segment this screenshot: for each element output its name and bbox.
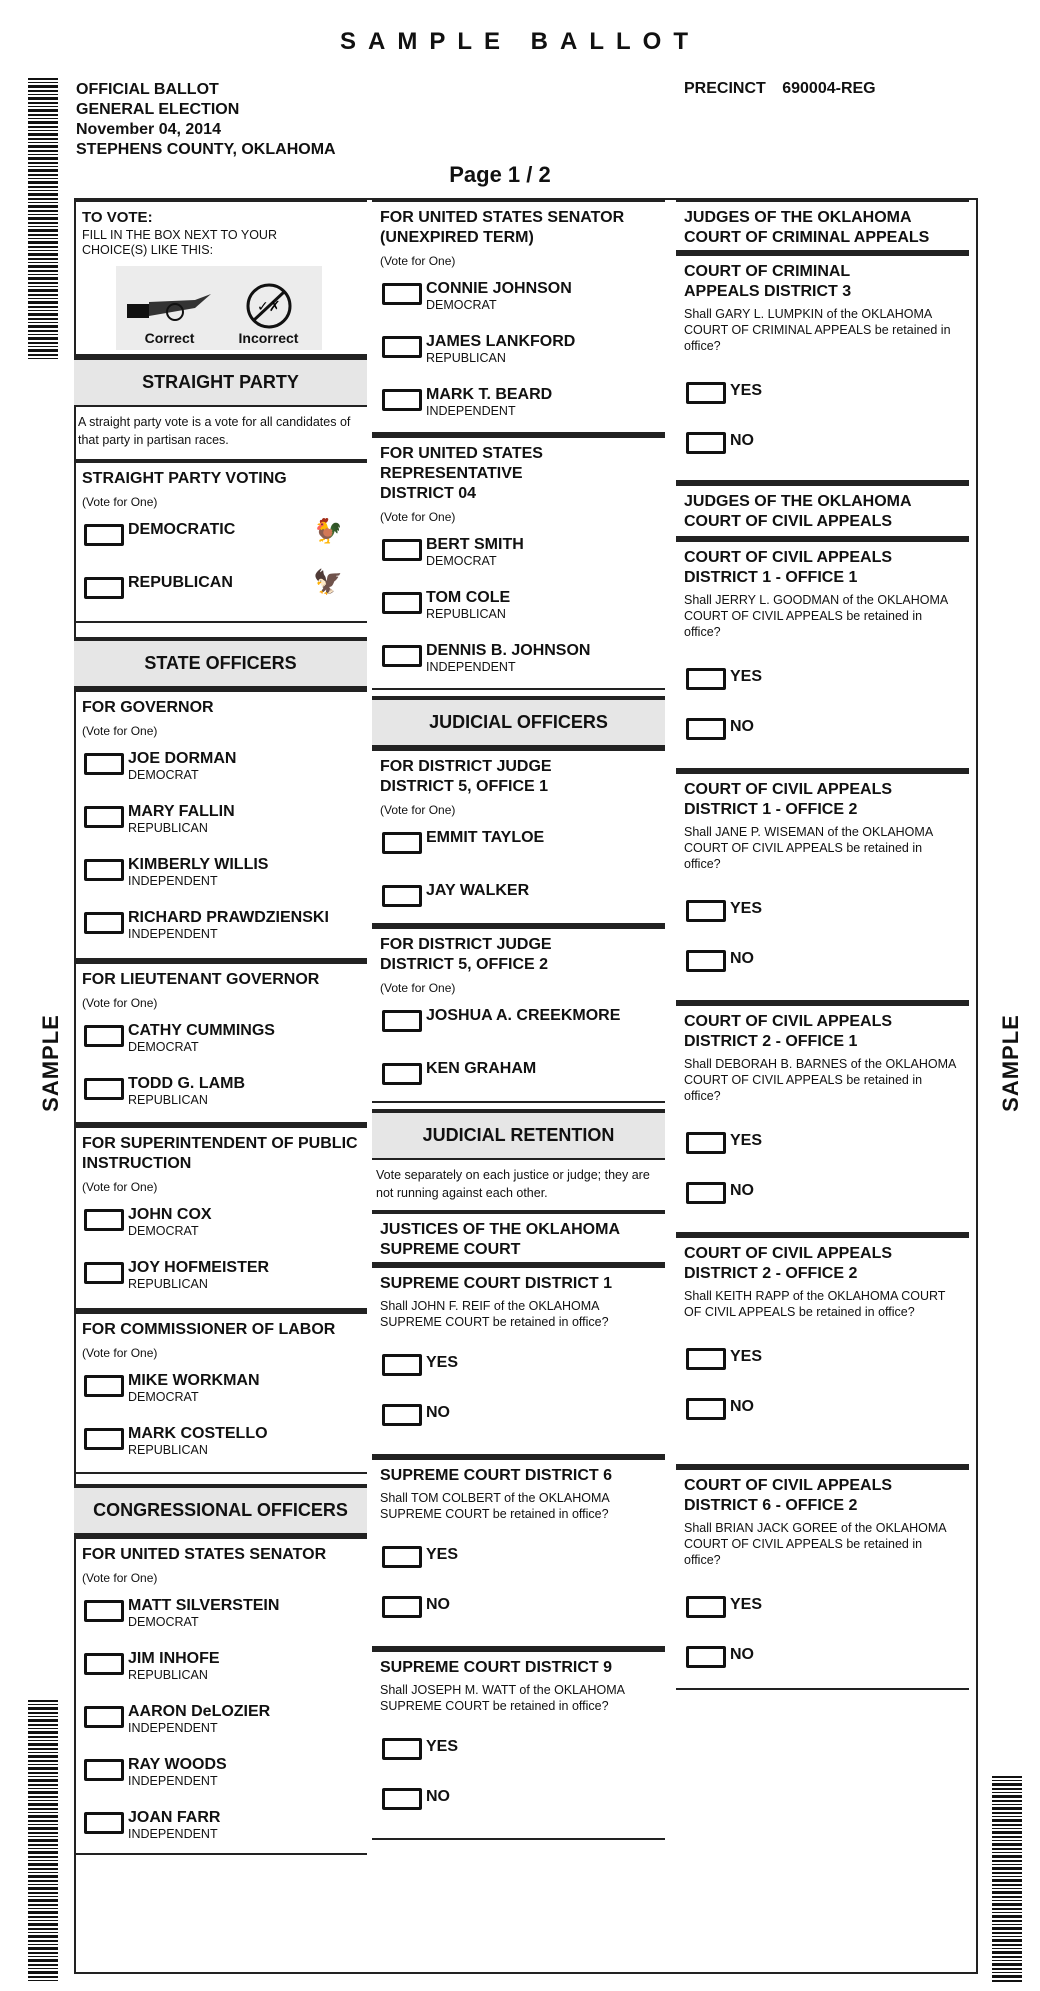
vote-checkbox[interactable] bbox=[382, 283, 422, 305]
incorrect-mark-icon bbox=[244, 282, 294, 330]
ballot-title: SAMPLE BALLOT bbox=[340, 28, 700, 55]
candidate[interactable]: TODD G. LAMB REPUBLICAN bbox=[82, 1063, 359, 1116]
candidate[interactable]: EMMIT TAYLOE bbox=[380, 817, 657, 870]
retention-criminal-appeals-3: COURT OF CRIMINAL APPEALS DISTRICT 3 Shall GARY L. LUMPKIN of the OKLAHOMA COURT OF CRIMINAL APPEALS be retained in office? YES NO bbox=[676, 252, 969, 482]
justices-supreme-court-heading: JUSTICES OF THE OKLAHOMA SUPREME COURT bbox=[372, 1210, 665, 1264]
yes-option[interactable]: YES bbox=[380, 1340, 657, 1390]
candidate[interactable]: RICHARD PRAWDZIENSKI INDEPENDENT bbox=[82, 897, 359, 950]
candidate[interactable]: MARK T. BEARD INDEPENDENT bbox=[380, 374, 657, 427]
vote-checkbox[interactable] bbox=[382, 336, 422, 358]
retention-supreme-court-1: SUPREME COURT DISTRICT 1 Shall JOHN F. REIF of the OKLAHOMA SUPREME COURT be retained in office? YES NO bbox=[372, 1264, 665, 1456]
vote-checkbox[interactable] bbox=[84, 1706, 124, 1728]
candidate[interactable]: JOAN FARR INDEPENDENT bbox=[82, 1797, 359, 1850]
yes-option[interactable]: YES bbox=[380, 1532, 657, 1582]
vote-checkbox[interactable] bbox=[84, 1262, 124, 1284]
vote-checkbox[interactable] bbox=[686, 1182, 726, 1204]
race-lieutenant-governor: FOR LIEUTENANT GOVERNOR (Vote for One) CATHY CUMMINGS DEMOCRAT TODD G. LAMB REPUBLICAN bbox=[74, 960, 367, 1124]
vote-checkbox[interactable] bbox=[686, 1132, 726, 1154]
candidate[interactable]: JOY HOFMEISTER REPUBLICAN bbox=[82, 1247, 359, 1300]
vote-checkbox[interactable] bbox=[686, 900, 726, 922]
no-option[interactable]: NO bbox=[684, 936, 961, 986]
no-option[interactable]: NO bbox=[380, 1582, 657, 1632]
candidate[interactable]: JOHN COX DEMOCRAT bbox=[82, 1194, 359, 1247]
vote-checkbox[interactable] bbox=[686, 1348, 726, 1370]
race-superintendent: FOR SUPERINTENDENT OF PUBLIC INSTRUCTION (Vote for One) JOHN COX DEMOCRAT JOY HOFMEISTER REPUBLICAN bbox=[74, 1124, 367, 1310]
precinct: PRECINCT 690004-REG bbox=[684, 80, 876, 97]
candidate[interactable]: DENNIS B. JOHNSON INDEPENDENT bbox=[380, 630, 657, 683]
vote-checkbox[interactable] bbox=[686, 668, 726, 690]
candidate[interactable]: CONNIE JOHNSON DEMOCRAT bbox=[380, 268, 657, 321]
voting-example: Correct ✓✗ Incorrect bbox=[116, 266, 322, 350]
party-option-republican[interactable]: REPUBLICAN 🦅 bbox=[82, 562, 359, 615]
vote-checkbox[interactable] bbox=[686, 432, 726, 454]
candidate[interactable]: JOSHUA A. CREEKMORE bbox=[380, 995, 657, 1048]
eagle-icon: 🦅 bbox=[313, 569, 343, 596]
vote-checkbox[interactable] bbox=[686, 718, 726, 740]
yes-option[interactable]: YES bbox=[684, 886, 961, 936]
vote-checkbox[interactable] bbox=[84, 1653, 124, 1675]
candidate[interactable]: MIKE WORKMAN DEMOCRAT bbox=[82, 1360, 359, 1413]
sample-right: SAMPLE bbox=[997, 1014, 1023, 1112]
svg-text:✓✗: ✓✗ bbox=[256, 299, 280, 315]
straight-party-voting-box: STRAIGHT PARTY VOTING (Vote for One) DEMOCRATIC 🐓 REPUBLICAN 🦅 bbox=[74, 459, 367, 623]
vote-checkbox[interactable] bbox=[382, 389, 422, 411]
candidate[interactable]: JOE DORMAN DEMOCRAT bbox=[82, 738, 359, 791]
vote-checkbox[interactable] bbox=[382, 832, 422, 854]
state-officers-section: STATE OFFICERS bbox=[74, 637, 367, 688]
straight-party-note: A straight party vote is a vote for all candidates of that party in partisan races. bbox=[78, 415, 351, 447]
yes-option[interactable]: YES bbox=[380, 1724, 657, 1774]
vote-checkbox[interactable] bbox=[84, 1759, 124, 1781]
vote-checkbox[interactable] bbox=[382, 885, 422, 907]
sample-left: SAMPLE bbox=[37, 1014, 63, 1112]
race-district-judge-office-1: FOR DISTRICT JUDGE DISTRICT 5, OFFICE 1 (Vote for One) EMMIT TAYLOE JAY WALKER bbox=[372, 747, 665, 925]
rooster-icon: 🐓 bbox=[313, 518, 343, 545]
candidate[interactable]: TOM COLE REPUBLICAN bbox=[380, 577, 657, 630]
party-option-democratic[interactable]: DEMOCRATIC 🐓 bbox=[82, 509, 359, 562]
retention-civil-appeals-1-1: COURT OF CIVIL APPEALS DISTRICT 1 - OFFICE 1 Shall JERRY L. GOODMAN of the OKLAHOMA COURT OF CIVIL APPEALS be retained in office? YES NO bbox=[676, 538, 969, 770]
candidate[interactable]: MARY FALLIN REPUBLICAN bbox=[82, 791, 359, 844]
column-2 bbox=[372, 198, 665, 1840]
candidate[interactable]: KEN GRAHAM bbox=[380, 1048, 657, 1101]
no-option[interactable]: NO bbox=[684, 1168, 961, 1218]
retention-supreme-court-9: SUPREME COURT DISTRICT 9 Shall JOSEPH M. WATT of the OKLAHOMA SUPREME COURT be retained in office? YES NO bbox=[372, 1648, 665, 1840]
judicial-officers-section: JUDICIAL OFFICERS bbox=[372, 696, 665, 747]
candidate[interactable]: RAY WOODS INDEPENDENT bbox=[82, 1744, 359, 1797]
vote-checkbox[interactable] bbox=[84, 806, 124, 828]
candidate[interactable]: CATHY CUMMINGS DEMOCRAT bbox=[82, 1010, 359, 1063]
vote-checkbox[interactable] bbox=[84, 1812, 124, 1834]
retention-supreme-court-6: SUPREME COURT DISTRICT 6 Shall TOM COLBERT of the OKLAHOMA SUPREME COURT be retained in office? YES NO bbox=[372, 1456, 665, 1648]
vote-checkbox[interactable] bbox=[382, 1063, 422, 1085]
vote-checkbox[interactable] bbox=[382, 1596, 422, 1618]
yes-option[interactable]: YES bbox=[684, 654, 961, 704]
candidate[interactable]: JAMES LANKFORD REPUBLICAN bbox=[380, 321, 657, 374]
vote-checkbox[interactable] bbox=[84, 859, 124, 881]
candidate[interactable]: JIM INHOFE REPUBLICAN bbox=[82, 1638, 359, 1691]
yes-option[interactable]: YES bbox=[684, 1582, 961, 1632]
column-1 bbox=[74, 198, 367, 1855]
vote-checkbox[interactable] bbox=[84, 753, 124, 775]
candidate[interactable]: BERT SMITH DEMOCRAT bbox=[380, 524, 657, 577]
vote-checkbox[interactable] bbox=[686, 1596, 726, 1618]
vote-checkbox[interactable] bbox=[382, 539, 422, 561]
vote-checkbox[interactable] bbox=[686, 1646, 726, 1668]
vote-checkbox[interactable] bbox=[382, 1354, 422, 1376]
vote-checkbox[interactable] bbox=[84, 1209, 124, 1231]
vote-checkbox[interactable] bbox=[382, 645, 422, 667]
retention-civil-appeals-2-1: COURT OF CIVIL APPEALS DISTRICT 2 - OFFICE 1 Shall DEBORAH B. BARNES of the OKLAHOMA COURT OF CIVIL APPEALS be retained in office? YES NO bbox=[676, 1002, 969, 1234]
no-option[interactable]: NO bbox=[684, 1384, 961, 1434]
barcode-top-left bbox=[28, 78, 58, 360]
vote-checkbox[interactable] bbox=[686, 382, 726, 404]
race-district-judge-office-2: FOR DISTRICT JUDGE DISTRICT 5, OFFICE 2 (Vote for One) JOSHUA A. CREEKMORE KEN GRAHAM bbox=[372, 925, 665, 1103]
ballot-header: OFFICIAL BALLOT GENERAL ELECTION November 04, 2014 STEPHENS COUNTY, OKLAHOMA bbox=[76, 81, 336, 158]
vote-checkbox[interactable] bbox=[84, 524, 124, 546]
congressional-officers-section: CONGRESSIONAL OFFICERS bbox=[74, 1484, 367, 1535]
vote-checkbox[interactable] bbox=[382, 1404, 422, 1426]
barcode-bottom-right bbox=[992, 1776, 1022, 1982]
no-option[interactable]: NO bbox=[684, 1632, 961, 1682]
race-us-senator-unexpired: FOR UNITED STATES SENATOR (UNEXPIRED TERM) (Vote for One) CONNIE JOHNSON DEMOCRAT JAMES LANKFORD REPUBLICAN MARK T. BEARD INDEPENDENT bbox=[372, 198, 665, 434]
race-us-representative: FOR UNITED STATES REPRESENTATIVE DISTRICT 04 (Vote for One) BERT SMITH DEMOCRAT TOM COLE REPUBLICAN DENNIS B. JOHNSON INDEPENDENT bbox=[372, 434, 665, 690]
vote-checkbox[interactable] bbox=[686, 950, 726, 972]
vote-checkbox[interactable] bbox=[382, 1010, 422, 1032]
vote-checkbox[interactable] bbox=[84, 1600, 124, 1622]
candidate[interactable]: MARK COSTELLO REPUBLICAN bbox=[82, 1413, 359, 1466]
vote-checkbox[interactable] bbox=[382, 1546, 422, 1568]
vote-checkbox[interactable] bbox=[84, 577, 124, 599]
retention-civil-appeals-6-2: COURT OF CIVIL APPEALS DISTRICT 6 - OFFICE 2 Shall BRIAN JACK GOREE of the OKLAHOMA COURT OF CIVIL APPEALS be retained in office? YES NO bbox=[676, 1466, 969, 1690]
race-governor: FOR GOVERNOR (Vote for One) JOE DORMAN DEMOCRAT MARY FALLIN REPUBLICAN KIMBERLY WILLIS INDEPENDENT RICHARD PRAWDZIENSKI INDEPENDENT bbox=[74, 688, 367, 960]
vote-checkbox[interactable] bbox=[382, 592, 422, 614]
retention-civil-appeals-2-2: COURT OF CIVIL APPEALS DISTRICT 2 - OFFICE 2 Shall KEITH RAPP of the OKLAHOMA COURT OF CIVIL APPEALS be retained in office? YES NO bbox=[676, 1234, 969, 1466]
column-3 bbox=[676, 198, 969, 1690]
vote-checkbox[interactable] bbox=[84, 1428, 124, 1450]
pen-icon bbox=[125, 290, 215, 330]
judicial-retention-section: JUDICIAL RETENTION bbox=[372, 1109, 665, 1160]
race-us-senator: FOR UNITED STATES SENATOR (Vote for One) MATT SILVERSTEIN DEMOCRAT JIM INHOFE REPUBLICAN AARON DeLOZIER INDEPENDENT RAY WOODS INDEPENDENT JOAN FARR INDEPENDENT bbox=[74, 1535, 367, 1855]
to-vote-box: TO VOTE: FILL IN THE BOX NEXT TO YOUR CHOICE(S) LIKE THIS: Correct ✓✗ Incorrect bbox=[74, 198, 367, 356]
page-number: Page 1 / 2 bbox=[449, 162, 551, 187]
no-option[interactable]: NO bbox=[684, 704, 961, 754]
judicial-retention-note: Vote separately on each justice or judge; they are not running against each other. bbox=[376, 1168, 650, 1200]
barcode-bottom-left bbox=[28, 1700, 58, 1982]
yes-option[interactable]: YES bbox=[684, 1334, 961, 1384]
no-option[interactable]: NO bbox=[380, 1390, 657, 1440]
candidate[interactable]: AARON DeLOZIER INDEPENDENT bbox=[82, 1691, 359, 1744]
retention-civil-appeals-1-2: COURT OF CIVIL APPEALS DISTRICT 1 - OFFICE 2 Shall JANE P. WISEMAN of the OKLAHOMA COURT OF CIVIL APPEALS be retained in office? YES NO bbox=[676, 770, 969, 1002]
judges-civil-appeals-heading: JUDGES OF THE OKLAHOMA COURT OF CIVIL APPEALS bbox=[676, 482, 969, 538]
no-option[interactable]: NO bbox=[684, 418, 961, 468]
judges-criminal-appeals-heading: JUDGES OF THE OKLAHOMA COURT OF CRIMINAL APPEALS bbox=[676, 198, 969, 252]
vote-checkbox[interactable] bbox=[84, 1025, 124, 1047]
vote-checkbox[interactable] bbox=[84, 1078, 124, 1100]
yes-option[interactable]: YES bbox=[684, 1118, 961, 1168]
vote-checkbox[interactable] bbox=[84, 1375, 124, 1397]
no-option[interactable]: NO bbox=[380, 1774, 657, 1824]
candidate[interactable]: JAY WALKER bbox=[380, 870, 657, 923]
vote-checkbox[interactable] bbox=[686, 1398, 726, 1420]
candidate[interactable]: MATT SILVERSTEIN DEMOCRAT bbox=[82, 1585, 359, 1638]
yes-option[interactable]: YES bbox=[684, 368, 961, 418]
vote-checkbox[interactable] bbox=[382, 1788, 422, 1810]
race-commissioner-of-labor: FOR COMMISSIONER OF LABOR (Vote for One) MIKE WORKMAN DEMOCRAT MARK COSTELLO REPUBLICAN bbox=[74, 1310, 367, 1474]
straight-party-section: STRAIGHT PARTY bbox=[74, 356, 367, 407]
vote-checkbox[interactable] bbox=[382, 1738, 422, 1760]
candidate[interactable]: KIMBERLY WILLIS INDEPENDENT bbox=[82, 844, 359, 897]
vote-checkbox[interactable] bbox=[84, 912, 124, 934]
